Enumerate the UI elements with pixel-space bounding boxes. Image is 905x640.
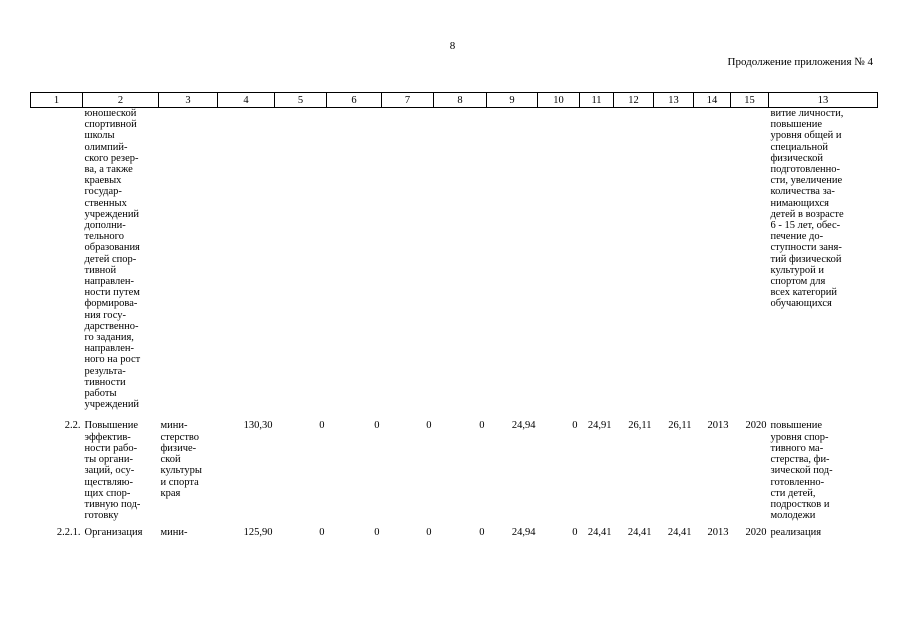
- expected-result: повышение уровня спор- тивного ма- стерства, фи- зической под- готовленно- сти детей, подростков и молодежи: [770, 420, 833, 522]
- table-row: [31, 420, 878, 527]
- value-col11: 24,91: [587, 420, 612, 432]
- value-col6: 0: [374, 420, 380, 432]
- row-code: 2.2.1.: [56, 527, 81, 539]
- column-header: 8: [434, 93, 487, 108]
- value-col11: [580, 108, 614, 421]
- column-header: 14: [694, 93, 731, 108]
- column-header: 13: [654, 93, 694, 108]
- column-header: 7: [382, 93, 434, 108]
- column-header: 11: [580, 93, 614, 108]
- value-col8: 0: [479, 420, 485, 432]
- value-col5: 0: [319, 420, 325, 432]
- end-year: 2020: [745, 527, 767, 539]
- start-year: [694, 108, 731, 421]
- value-col13: [654, 108, 694, 421]
- value-col6: [327, 108, 382, 421]
- table-row: [31, 527, 878, 538]
- total-amount: 130,30: [243, 420, 273, 432]
- column-header: 2: [83, 93, 159, 108]
- total-amount: [218, 108, 275, 421]
- column-header: 15: [731, 93, 769, 108]
- end-year: 2020: [745, 420, 767, 432]
- value-col10: 0: [572, 420, 578, 432]
- column-header: 13: [769, 93, 878, 108]
- column-header: 1: [31, 93, 83, 108]
- end-year: [731, 108, 769, 421]
- start-year: 2013: [707, 527, 729, 539]
- column-header: 9: [487, 93, 538, 108]
- appendix-continuation-label: Продолжение приложения № 4: [727, 56, 873, 68]
- column-header: 5: [275, 93, 327, 108]
- measure-name: Организация: [84, 527, 143, 539]
- row-code: [31, 108, 83, 421]
- page-number: 8: [449, 40, 456, 52]
- executor: мини-: [160, 527, 188, 539]
- table-row: [31, 108, 878, 421]
- executor: [159, 108, 218, 421]
- value-col5: [275, 108, 327, 421]
- value-col12: 26,11: [628, 420, 652, 432]
- expected-result: реализация: [770, 527, 822, 539]
- value-col9: 24,94: [511, 420, 536, 432]
- column-header: 4: [218, 93, 275, 108]
- column-number-header-row: [31, 93, 878, 108]
- value-col13: 26,11: [668, 420, 692, 432]
- value-col12: 24,41: [627, 527, 652, 539]
- expected-result: витие личности, повышение уровня общей и специальной физической подготовленно- сти, увеличение количества за- нимающихся детей в возрасте 6 - 15 лет, обес- печение до- ступности заня- тий физической культурой и спортом для всех категорий обучающихся: [770, 108, 844, 310]
- value-col8: [434, 108, 487, 421]
- measure-name: Повышение эффектив- ности рабо- ты органи- заций, осу- ществляю- щих спор- тивную под- готовку: [84, 420, 141, 522]
- value-col10: 0: [572, 527, 578, 539]
- value-col12: [614, 108, 654, 421]
- value-col10: [538, 108, 580, 421]
- column-header: 10: [538, 93, 580, 108]
- total-amount: 125,90: [243, 527, 273, 539]
- value-col11: 24,41: [587, 527, 612, 539]
- value-col9: [487, 108, 538, 421]
- value-col8: 0: [479, 527, 485, 539]
- column-header: 12: [614, 93, 654, 108]
- value-col7: 0: [426, 420, 432, 432]
- start-year: 2013: [707, 420, 729, 432]
- column-header: 6: [327, 93, 382, 108]
- row-code: 2.2.: [64, 420, 81, 432]
- value-col7: [382, 108, 434, 421]
- value-col5: 0: [319, 527, 325, 539]
- program-table: [30, 92, 878, 539]
- value-col6: 0: [374, 527, 380, 539]
- executor: мини- стерство физиче- ской культуры и спорта края: [160, 420, 202, 499]
- value-col9: 24,94: [511, 527, 536, 539]
- measure-name: юношеской спортивной школы олимпий- ского резер- ва, а также краевых государ- ственных учреждений дополни- тельного образования детей спор- тивной направлен- ности путем формирова- ния госу- дарственно- го задания, направлен- ного на рост результа- тивности работы учреждений: [84, 108, 141, 411]
- value-col13: 24,41: [667, 527, 692, 539]
- column-header: 3: [159, 93, 218, 108]
- value-col7: 0: [426, 527, 432, 539]
